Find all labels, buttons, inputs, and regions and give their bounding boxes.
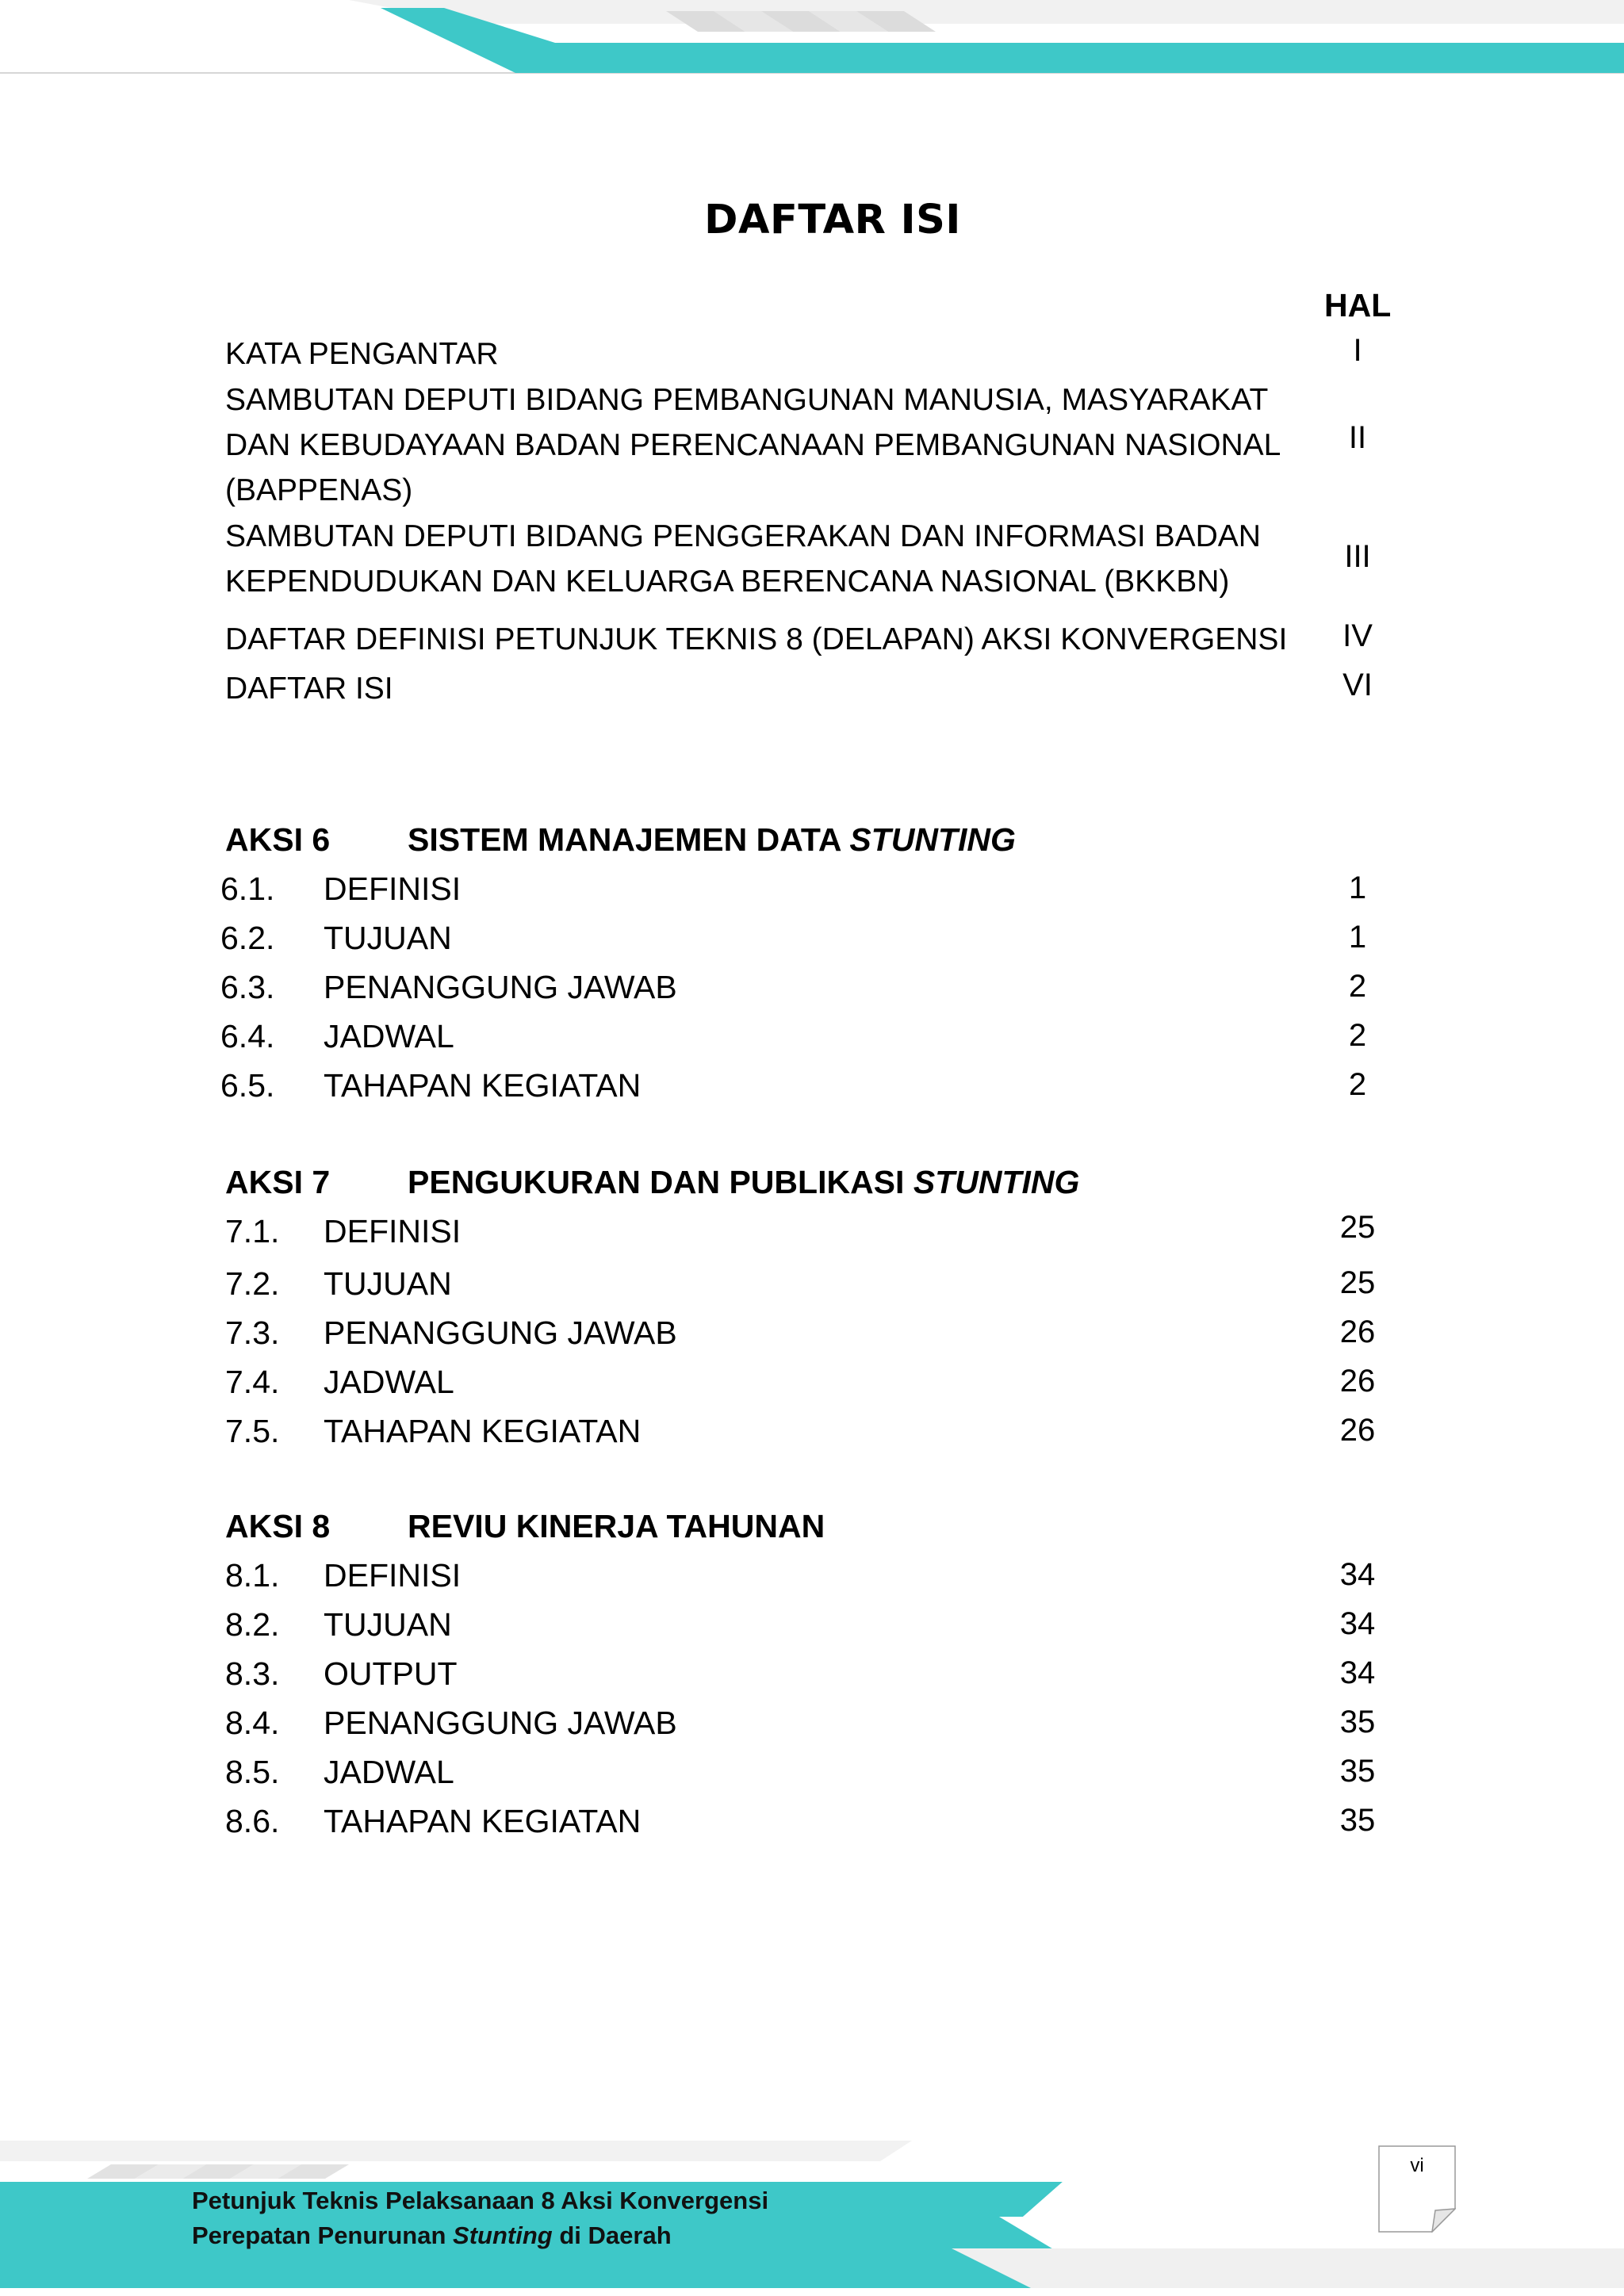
- item-number: 6.5.: [220, 1067, 275, 1104]
- page-title: DAFTAR ISI: [704, 197, 961, 243]
- section-title-text: SISTEM MANAJEMEN DATA: [408, 821, 841, 858]
- item-text: JADWAL: [324, 1018, 454, 1054]
- toc-page: VI: [1342, 668, 1373, 702]
- page-number: vi: [1410, 2155, 1424, 2176]
- item-page: 1: [1348, 871, 1367, 905]
- item-text: DEFINISI: [324, 1557, 462, 1594]
- item-number: 8.2.: [225, 1606, 280, 1643]
- item-number: 7.3.: [225, 1314, 280, 1351]
- footer-title-line1: Petunjuk Teknis Pelaksanaan 8 Aksi Konvergensi: [192, 2187, 769, 2214]
- item-text: PENANGGUNG JAWAB: [324, 1314, 677, 1351]
- toc-page: III: [1344, 539, 1371, 574]
- item-text: PENANGGUNG JAWAB: [324, 969, 677, 1005]
- section-title-italic: STUNTING: [849, 821, 1016, 858]
- header-decoration: [0, 0, 1624, 87]
- toc-entry-sambutan-bappenas-line1: SAMBUTAN DEPUTI BIDANG PEMBANGUNAN MANUSIA, MASYARAKAT: [225, 383, 1269, 417]
- item-page: 25: [1339, 1265, 1376, 1300]
- item-text: JADWAL: [324, 1364, 454, 1400]
- item-text: OUTPUT: [324, 1655, 458, 1692]
- footer-line2-post: di Daerah: [559, 2221, 672, 2249]
- item-number: 8.4.: [225, 1705, 280, 1741]
- section-title: [408, 821, 1016, 859]
- page-column-header: HAL: [1324, 287, 1392, 323]
- toc-entry-sambutan-bkkbn-line2: KEPENDUDUKAN DAN KELUARGA BERENCANA NASIONAL (BKKBN): [225, 564, 1230, 599]
- toc-entry-sambutan-bkkbn-line1: SAMBUTAN DEPUTI BIDANG PENGGERAKAN DAN INFORMASI BADAN: [225, 519, 1261, 553]
- item-page: 25: [1339, 1210, 1376, 1245]
- item-text: TUJUAN: [324, 1606, 452, 1643]
- item-number: 8.1.: [225, 1557, 280, 1594]
- item-number: 6.1.: [220, 871, 275, 907]
- section-label: AKSI 7: [225, 1164, 331, 1200]
- section-title-text: PENGUKURAN DAN PUBLIKASI: [408, 1164, 905, 1200]
- toc-entry-sambutan-bappenas-line3: (BAPPENAS): [225, 473, 413, 507]
- item-text: JADWAL: [324, 1754, 454, 1790]
- item-page: 2: [1348, 1067, 1367, 1102]
- item-number: 8.6.: [225, 1803, 280, 1839]
- item-number: 7.5.: [225, 1413, 280, 1449]
- item-number: 6.4.: [220, 1018, 275, 1054]
- item-number: 7.4.: [225, 1364, 280, 1400]
- section-title-text: REVIU KINERJA TAHUNAN: [408, 1508, 825, 1544]
- item-page: 1: [1348, 920, 1367, 955]
- item-page: 34: [1339, 1655, 1376, 1690]
- item-number: 6.2.: [220, 920, 275, 956]
- section-title: [408, 1164, 1079, 1201]
- item-text: TAHAPAN KEGIATAN: [324, 1803, 642, 1839]
- toc-page: I: [1353, 333, 1362, 368]
- item-number: 7.2.: [225, 1265, 280, 1302]
- item-text: TAHAPAN KEGIATAN: [324, 1413, 642, 1449]
- item-text: TUJUAN: [324, 1265, 452, 1302]
- item-page: 34: [1339, 1606, 1376, 1641]
- item-page: 35: [1339, 1754, 1376, 1789]
- toc-entry-daftar-isi: DAFTAR ISI: [225, 672, 393, 706]
- footer-line2-italic: Stunting: [453, 2221, 553, 2249]
- toc-page: IV: [1342, 618, 1373, 653]
- footer-title-line2: [192, 2218, 672, 2253]
- item-page: 26: [1339, 1364, 1376, 1399]
- item-text: DEFINISI: [324, 1213, 462, 1249]
- item-text: PENANGGUNG JAWAB: [324, 1705, 677, 1741]
- footer-line2-pre: Perepatan Penurunan: [192, 2221, 446, 2249]
- item-page: 2: [1348, 1018, 1367, 1053]
- toc-page: II: [1348, 420, 1367, 455]
- item-number: 8.3.: [225, 1655, 280, 1692]
- item-number: 7.1.: [225, 1213, 280, 1249]
- section-title: [408, 1508, 825, 1545]
- section-title-italic: STUNTING: [913, 1164, 1080, 1200]
- item-page: 35: [1339, 1705, 1376, 1739]
- item-number: 8.5.: [225, 1754, 280, 1790]
- item-text: TAHAPAN KEGIATAN: [324, 1067, 642, 1104]
- item-number: 6.3.: [220, 969, 275, 1005]
- section-label: AKSI 6: [225, 821, 331, 858]
- section-label: AKSI 8: [225, 1508, 331, 1544]
- item-page: 35: [1339, 1803, 1376, 1838]
- item-page: 2: [1348, 969, 1367, 1004]
- toc-entry-kata-pengantar: KATA PENGANTAR: [225, 337, 499, 371]
- item-text: TUJUAN: [324, 920, 452, 956]
- toc-entry-sambutan-bappenas-line2: DAN KEBUDAYAAN BADAN PERENCANAAN PEMBANGUNAN NASIONAL: [225, 428, 1281, 462]
- item-page: 26: [1339, 1314, 1376, 1349]
- item-page: 26: [1339, 1413, 1376, 1448]
- toc-entry-daftar-definisi: DAFTAR DEFINISI PETUNJUK TEKNIS 8 (DELAPAN) AKSI KONVERGENSI: [225, 622, 1288, 656]
- item-page: 34: [1339, 1557, 1376, 1592]
- item-text: DEFINISI: [324, 871, 462, 907]
